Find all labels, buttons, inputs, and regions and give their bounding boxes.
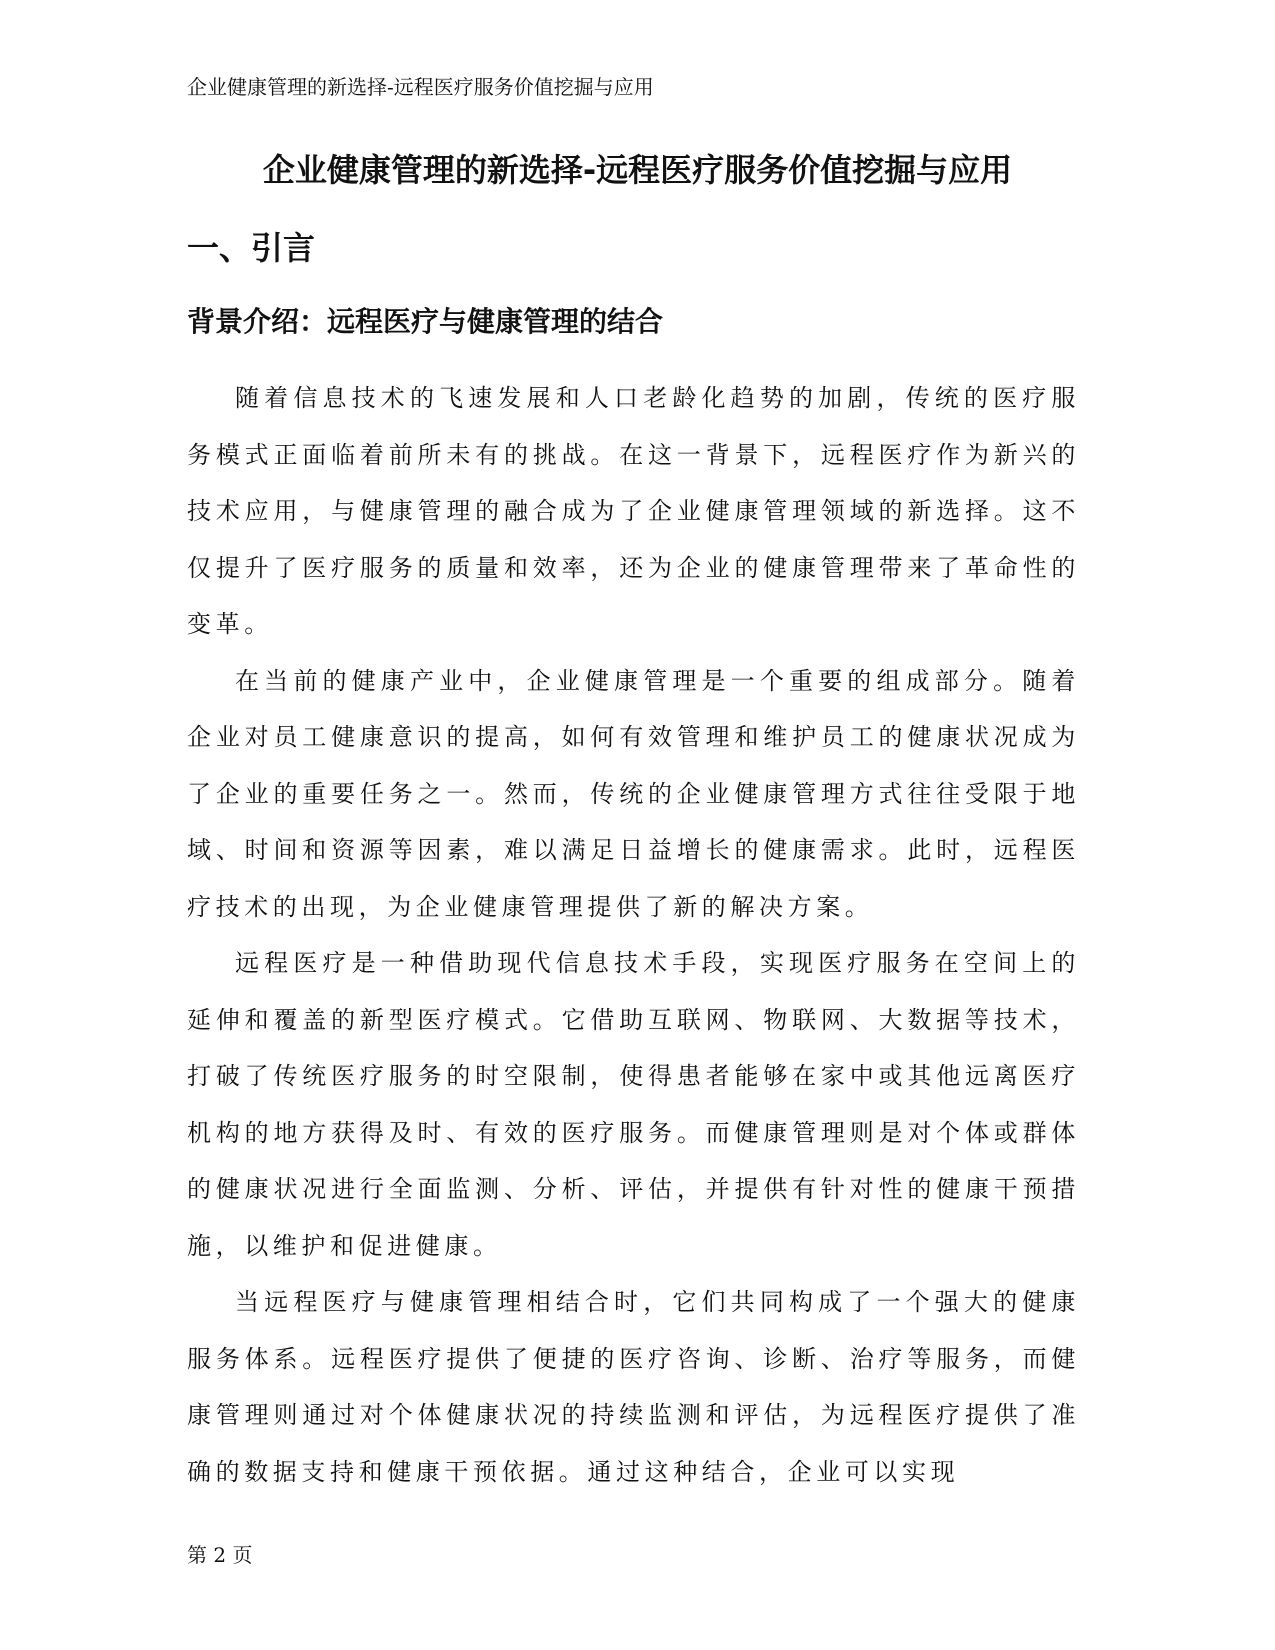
section-heading: 一、引言 <box>187 229 316 267</box>
paragraph: 在当前的健康产业中，企业健康管理是一个重要的组成部分。随着企业对员工健康意识的提高，如何有效管理和维护员工的健康状况成为了企业的重要任务之一。然而，传统的企业健康管理方式往往受限于地域、时间和资源等因素，难以满足日益增长的健康需求。此时，远程医疗技术的出现，为企业健康管理提供了新的解决方案。 <box>187 666 1080 921</box>
running-header: 企业健康管理的新选择-远程医疗服务价值挖掘与应用 <box>187 75 654 99</box>
page-number: 第 2 页 <box>187 1543 253 1567</box>
body-text <box>187 370 1080 1500</box>
paragraph: 随着信息技术的飞速发展和人口老龄化趋势的加剧，传统的医疗服务模式正面临着前所未有的挑战。在这一背景下，远程医疗作为新兴的技术应用，与健康管理的融合成为了企业健康管理领域的新选择。这不仅提升了医疗服务的质量和效率，还为企业的健康管理带来了革命性的变革。 <box>187 384 1080 638</box>
document-title: 企业健康管理的新选择-远程医疗服务价值挖掘与应用 <box>262 151 1013 189</box>
subsection-heading: 背景介绍：远程医疗与健康管理的结合 <box>187 305 664 338</box>
paragraph: 当远程医疗与健康管理相结合时，它们共同构成了一个强大的健康服务体系。远程医疗提供了便捷的医疗咨询、诊断、治疗等服务，而健康管理则通过对个体健康状况的持续监测和评估，为远程医疗提供了准确的数据支持和健康干预依据。通过这种结合，企业可以实现 <box>187 1288 1080 1486</box>
paragraph: 远程医疗是一种借助现代信息技术手段，实现医疗服务在空间上的延伸和覆盖的新型医疗模式。它借助互联网、物联网、大数据等技术，打破了传统医疗服务的时空限制，使得患者能够在家中或其他远离医疗机构的地方获得及时、有效的医疗服务。而健康管理则是对个体或群体的健康状况进行全面监测、分析、评估，并提供有针对性的健康干预措施，以维护和促进健康。 <box>187 949 1080 1260</box>
